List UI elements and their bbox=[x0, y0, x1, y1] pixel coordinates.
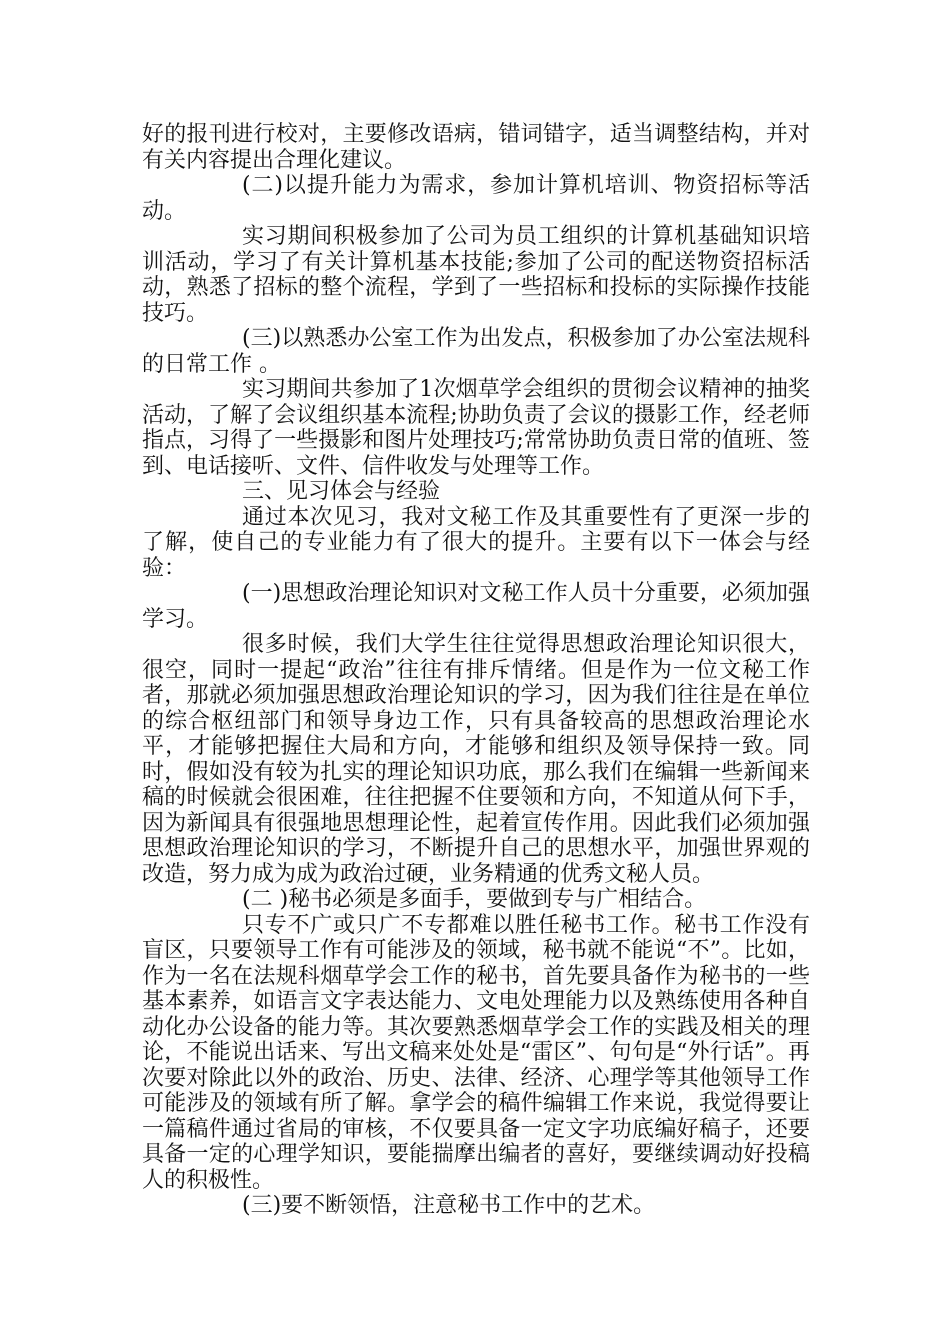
paragraph-office-work: 实习期间共参加了1次烟草学会组织的贯彻会议精神的抽奖活动，了解了会议组织基本流程;协助负责了会议的摄影工作，经老师指点，习得了一些摄影和图片处理技巧;常常协助负责日常的值班、签到、电话接听、文件、信件收发与处理等工作。 bbox=[142, 377, 810, 479]
subheading-political-theory: (一)思想政治理论知识对文秘工作人员十分重要，必须加强学习。 bbox=[142, 581, 810, 632]
subheading-training: (二)以提升能力为需求，参加计算机培训、物资招标等活动。 bbox=[142, 173, 810, 224]
subheading-versatility: (二 )秘书必须是多面手，要做到专与广相结合。 bbox=[242, 887, 707, 912]
document-body bbox=[142, 122, 810, 1219]
section-heading-experience: 三、见习体会与经验 bbox=[242, 479, 441, 504]
paragraph-training: 实习期间积极参加了公司为员工组织的计算机基础知识培训活动，学习了有关计算机基本技能;参加了公司的配送物资招标活动，熟悉了招标的整个流程，学到了一些招标和投标的实际操作技能技巧。 bbox=[142, 224, 810, 326]
subheading-office-work: (三)以熟悉办公室工作为出发点，积极参加了办公室法规科的日常工作 。 bbox=[142, 326, 810, 377]
paragraph-continuation: 好的报刊进行校对，主要修改语病，错词错字，适当调整结构，并对有关内容提出合理化建议。 bbox=[142, 122, 810, 173]
paragraph-versatility: 只专不广或只广不专都难以胜任秘书工作。秘书工作没有盲区，只要领导工作有可能涉及的领域，秘书就不能说“不”。比如，作为一名在法规科烟草学会工作的秘书，首先要具备作为秘书的一些基本素养，如语言文字表达能力、文电处理能力以及熟练使用各种自动化办公设备的能力等。其次要熟悉烟草学会工作的实践及相关的理论，不能说出话来、写出文稿来处处是“雷区”、句句是“外行话”。再次要对除此以外的政治、历史、法律、经济、心理学等其他领导工作可能涉及的领域有所了解。拿学会的稿件编辑工作来说，我觉得要让一篇稿件通过省局的审核，不仅要具备一定文字功底编好稿子，还要具备一定的心理学知识，要能揣摩出编者的喜好，要继续调动好投稿人的积极性。 bbox=[142, 912, 810, 1193]
paragraph-experience-intro: 通过本次见习，我对文秘工作及其重要性有了更深一步的了解，使自己的专业能力有了很大的提升。主要有以下一体会与经验： bbox=[142, 504, 810, 581]
paragraph-political-theory: 很多时候，我们大学生往往觉得思想政治理论知识很大，很空，同时一提起“政治”往往有排斥情绪。但是作为一位文秘工作者，那就必须加强思想政治理论知识的学习，因为我们往往是在单位的综合枢纽部门和领导身边工作，只有具备较高的思想政治理论水平，才能够把握住大局和方向，才能够和组织及领导保持一致。同时，假如没有较为扎实的理论知识功底，那么我们在编辑一些新闻来稿的时候就会很困难，往往把握不住要领和方向，不知道从何下手，因为新闻具有很强地思想理论性，起着宣传作用。因此我们必须加强思想政治理论知识的学习，不断提升自己的思想水平，加强世界观的改造，努力成为成为政治过硬，业务精通的优秀文秘人员。 bbox=[142, 632, 810, 887]
subheading-art-of-work: (三)要不断领悟，注意秘书工作中的艺术。 bbox=[242, 1193, 656, 1218]
